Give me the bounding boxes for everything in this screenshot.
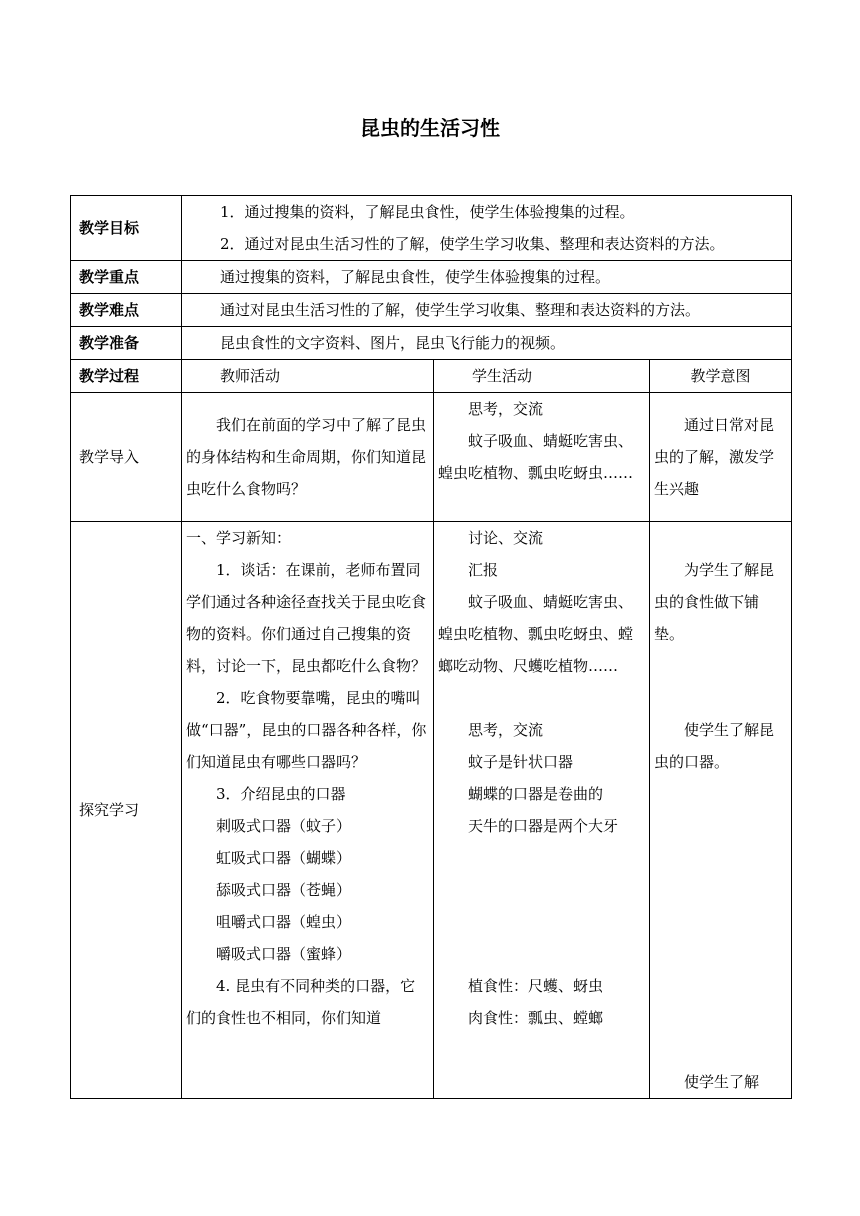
label-explore: 探究学习 [71, 522, 182, 1099]
intro-student-line-2: 蚊子吸血、蜻蜓吃害虫、蝗虫吃植物、瓢虫吃蚜虫…… [438, 432, 634, 482]
goal-line-1: 1．通过搜集的资料，了解昆虫食性，使学生体验搜集的过程。 [220, 203, 635, 221]
row-key [71, 261, 792, 294]
label-goal: 教学目标 [71, 196, 182, 261]
col-teaching-intent: 教学意图 [650, 360, 792, 393]
explore-student-s8: 植食性：尺蠖、蚜虫 [468, 977, 604, 995]
label-difficulty: 教学难点 [71, 294, 182, 327]
explore-student-s2: 汇报 [468, 561, 499, 579]
label-process: 教学过程 [71, 360, 182, 393]
row-difficulty [71, 294, 792, 327]
intro-student-line-1: 思考，交流 [468, 400, 544, 418]
explore-intent-i2: 使学生了解昆虫的口器。 [654, 721, 775, 771]
explore-intent-i3: 使学生了解 [684, 1073, 760, 1091]
mouthpart-item: 嚼吸式口器（蜜蜂） [216, 945, 352, 963]
explore-teacher-p4: 4. 昆虫有不同种类的口器，它们的食性也不相同，你们知道 [186, 977, 416, 1027]
explore-student-s4: 思考，交流 [468, 721, 544, 739]
page-title: 昆虫的生活习性 [360, 116, 500, 140]
explore-student-s3: 蚊子吸血、蜻蜓吃害虫、蝗虫吃植物、瓢虫吃蚜虫、螳螂吃动物、尺蠖吃植物…… [438, 593, 634, 675]
explore-student-s5: 蚊子是针状口器 [468, 753, 574, 771]
explore-student-s6: 蝴蝶的口器是卷曲的 [468, 785, 604, 803]
prep-text: 昆虫食性的文字资料、图片，昆虫飞行能力的视频。 [220, 334, 566, 352]
explore-intent-i1: 为学生了解昆虫的食性做下铺垫。 [654, 561, 775, 643]
explore-student-s1: 讨论、交流 [468, 529, 544, 547]
mouthpart-item: 虹吸式口器（蝴蝶） [216, 849, 352, 867]
mouthpart-item: 舔吸式口器（苍蝇） [216, 881, 352, 899]
explore-teacher-p3: 3．介绍昆虫的口器 [216, 785, 346, 803]
goal-line-2: 2．通过对昆虫生活习性的了解，使学生学习收集、整理和表达资料的方法。 [220, 235, 725, 253]
intro-intent-text: 通过日常对昆虫的了解，激发学生兴趣 [654, 416, 775, 498]
row-explore [71, 522, 792, 1099]
intro-teacher-text: 我们在前面的学习中了解了昆虫的身体结构和生命周期，你们知道昆虫吃什么食物吗？ [186, 416, 427, 498]
lesson-plan-table [70, 195, 792, 1099]
row-prep [71, 327, 792, 360]
mouthpart-item: 刺吸式口器（蚊子） [216, 817, 352, 835]
key-text: 通过搜集的资料，了解昆虫食性，使学生体验搜集的过程。 [220, 268, 611, 286]
explore-student-s7: 天牛的口器是两个大牙 [468, 817, 619, 835]
label-intro: 教学导入 [71, 393, 182, 522]
goal-content [182, 196, 792, 261]
mouthpart-item: 咀嚼式口器（蝗虫） [216, 913, 352, 931]
label-key: 教学重点 [71, 261, 182, 294]
col-teacher-activity: 教师活动 [220, 367, 281, 385]
col-student-activity: 学生活动 [472, 367, 533, 385]
difficulty-text: 通过对昆虫生活习性的了解，使学生学习收集、整理和表达资料的方法。 [220, 301, 701, 319]
row-goal [71, 196, 792, 261]
row-process [71, 360, 792, 393]
explore-heading: 一、学习新知： [186, 529, 292, 547]
row-intro [71, 393, 792, 522]
explore-student-s9: 肉食性：瓢虫、螳螂 [468, 1009, 604, 1027]
explore-teacher-p1: 1．谈话：在课前，老师布置同学们通过各种途径查找关于昆虫吃食物的资料。你们通过自己搜集的资料，讨论一下，昆虫都吃什么食物？ [186, 561, 427, 675]
explore-teacher-p2: 2．吃食物要靠嘴，昆虫的嘴叫做“口器”，昆虫的口器各种各样，你们知道昆虫有哪些口器吗？ [186, 689, 427, 771]
label-prep: 教学准备 [71, 327, 182, 360]
